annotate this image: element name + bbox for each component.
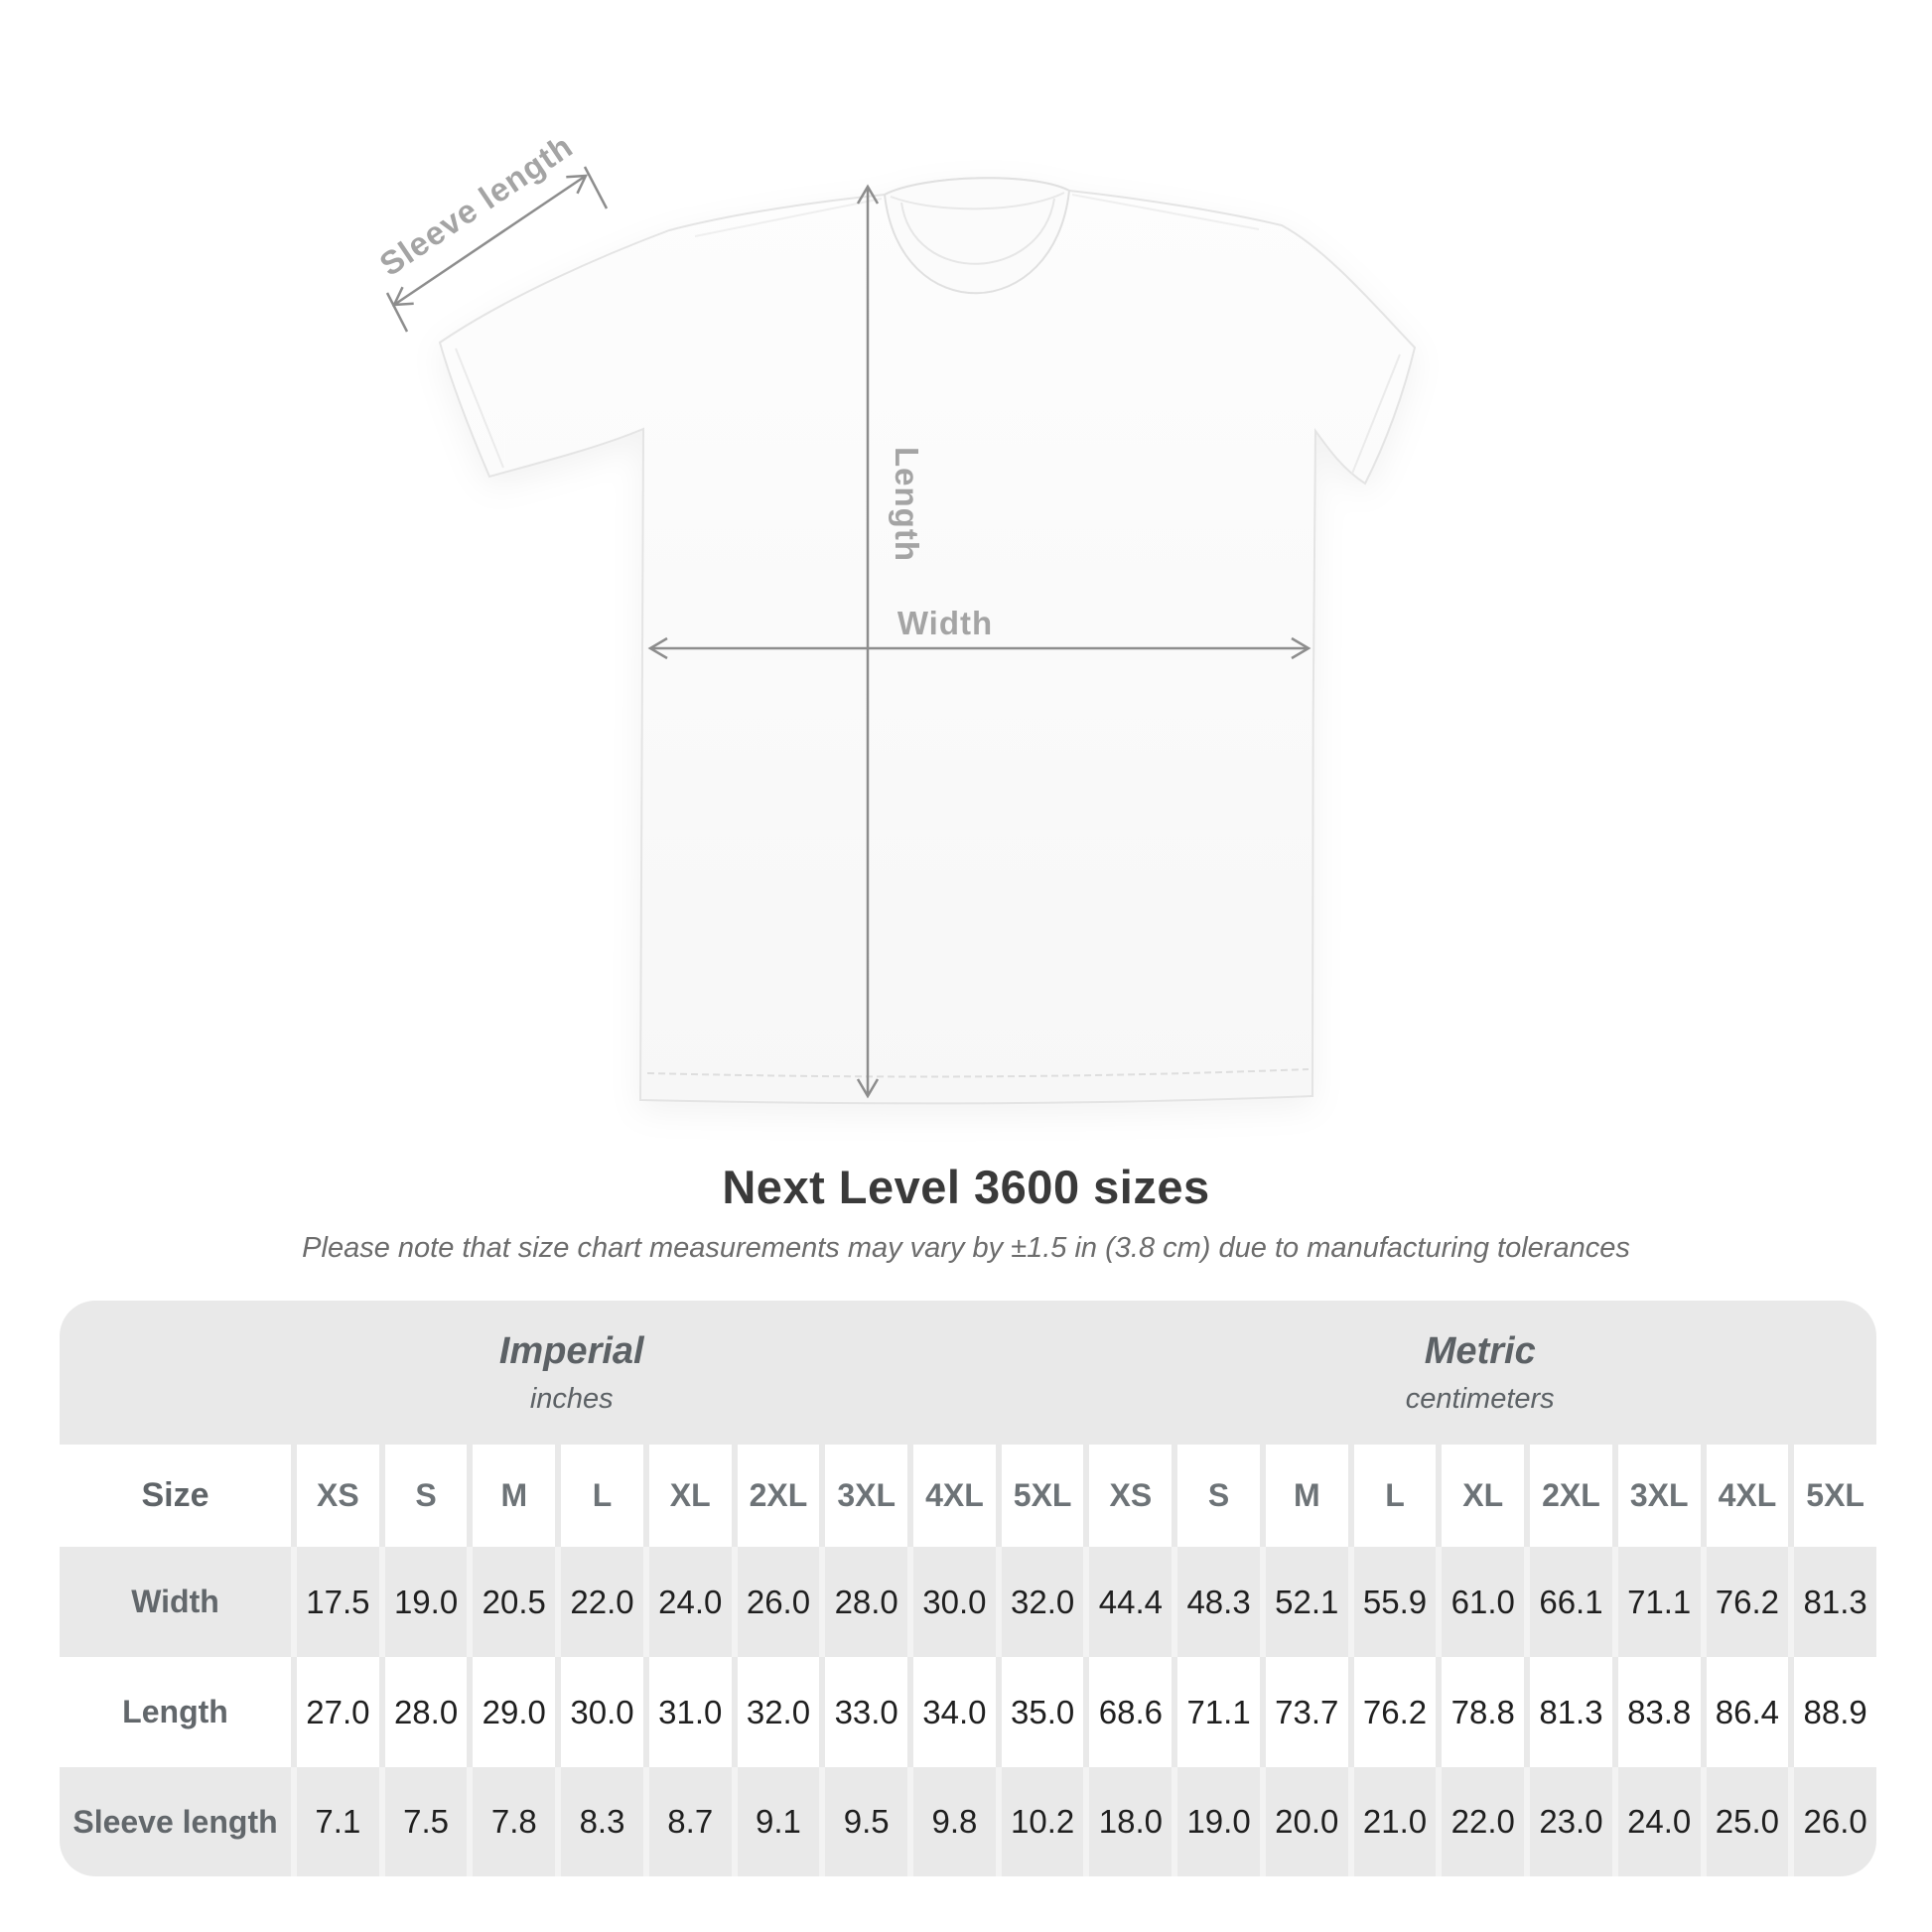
value-cell: 18.0 <box>1083 1767 1172 1876</box>
value-cell: 66.1 <box>1524 1547 1612 1657</box>
value-cell: 28.0 <box>819 1547 907 1657</box>
value-cell: 17.5 <box>291 1547 379 1657</box>
value-cell: 24.0 <box>643 1547 732 1657</box>
size-col-header: 3XL <box>1612 1445 1701 1547</box>
value-cell: 19.0 <box>379 1547 468 1657</box>
value-cell: 81.3 <box>1524 1657 1612 1767</box>
value-cell: 26.0 <box>732 1547 820 1657</box>
value-cell: 8.3 <box>555 1767 643 1876</box>
value-cell: 25.0 <box>1701 1767 1789 1876</box>
size-col-header: XS <box>1083 1445 1172 1547</box>
value-cell: 21.0 <box>1348 1767 1437 1876</box>
value-cell: 30.0 <box>555 1657 643 1767</box>
value-cell: 24.0 <box>1612 1767 1701 1876</box>
value-cell: 76.2 <box>1348 1657 1437 1767</box>
value-cell: 32.0 <box>996 1547 1084 1657</box>
value-cell: 9.5 <box>819 1767 907 1876</box>
value-cell: 9.8 <box>907 1767 996 1876</box>
size-col-header: 5XL <box>1788 1445 1876 1547</box>
table-row-width <box>60 1547 1876 1657</box>
imperial-unit-label: inches <box>529 1382 614 1415</box>
size-col-header: M <box>1260 1445 1348 1547</box>
sleeve-arrow-end-tick <box>585 167 607 208</box>
size-column-header: Size <box>60 1445 291 1547</box>
value-cell: 88.9 <box>1788 1657 1876 1767</box>
row-label: Sleeve length <box>72 1803 278 1840</box>
value-cell: 34.0 <box>907 1657 996 1767</box>
metric-unit-label: centimeters <box>1405 1382 1555 1415</box>
value-cell: 27.0 <box>291 1657 379 1767</box>
unit-band <box>60 1301 1876 1445</box>
size-col-header: S <box>379 1445 468 1547</box>
imperial-section-header <box>60 1301 1084 1445</box>
value-cell: 52.1 <box>1260 1547 1348 1657</box>
imperial-label: Imperial <box>498 1329 644 1372</box>
value-cell: 10.2 <box>996 1767 1084 1876</box>
value-cell: 71.1 <box>1172 1657 1260 1767</box>
value-cell: 29.0 <box>467 1657 555 1767</box>
value-cell: 8.7 <box>643 1767 732 1876</box>
value-cell: 55.9 <box>1348 1547 1437 1657</box>
value-cell: 83.8 <box>1612 1657 1701 1767</box>
size-chart-table <box>60 1301 1876 1876</box>
value-cell: 33.0 <box>819 1657 907 1767</box>
size-col-header: S <box>1172 1445 1260 1547</box>
length-label: Length <box>889 447 925 562</box>
tolerance-note: Please note that size chart measurements may vary by ±1.5 in (3.8 cm) due to manufacturing tolerances <box>302 1232 1630 1264</box>
value-cell: 23.0 <box>1524 1767 1612 1876</box>
size-col-header: XL <box>1436 1445 1524 1547</box>
value-cell: 68.6 <box>1083 1657 1172 1767</box>
size-col-header: XS <box>291 1445 379 1547</box>
size-col-header: 3XL <box>819 1445 907 1547</box>
value-cell: 30.0 <box>907 1547 996 1657</box>
size-col-header: L <box>1348 1445 1437 1547</box>
sleeve-length-label: Sleeve length <box>372 127 580 283</box>
heading-block <box>0 1160 1932 1265</box>
size-col-header: 2XL <box>1524 1445 1612 1547</box>
value-cell: 26.0 <box>1788 1767 1876 1876</box>
width-label: Width <box>897 605 994 641</box>
size-col-header: L <box>555 1445 643 1547</box>
value-cell: 9.1 <box>732 1767 820 1876</box>
value-cell: 48.3 <box>1172 1547 1260 1657</box>
value-cell: 19.0 <box>1172 1767 1260 1876</box>
size-col-header: XL <box>643 1445 732 1547</box>
value-cell: 61.0 <box>1436 1547 1524 1657</box>
value-cell: 28.0 <box>379 1657 468 1767</box>
size-col-header: 5XL <box>996 1445 1084 1547</box>
value-cell: 86.4 <box>1701 1657 1789 1767</box>
value-cell: 20.0 <box>1260 1767 1348 1876</box>
value-cell: 7.1 <box>291 1767 379 1876</box>
value-cell: 81.3 <box>1788 1547 1876 1657</box>
value-cell: 7.5 <box>379 1767 468 1876</box>
metric-section-header <box>1084 1301 1877 1445</box>
value-cell: 22.0 <box>555 1547 643 1657</box>
table-row-length <box>60 1657 1876 1767</box>
size-col-header: M <box>467 1445 555 1547</box>
value-cell: 35.0 <box>996 1657 1084 1767</box>
size-col-header: 4XL <box>907 1445 996 1547</box>
metric-label: Metric <box>1424 1329 1536 1372</box>
value-cell: 20.5 <box>467 1547 555 1657</box>
size-col-header: 4XL <box>1701 1445 1789 1547</box>
size-header-row <box>60 1445 1876 1547</box>
value-cell: 32.0 <box>732 1657 820 1767</box>
value-cell: 76.2 <box>1701 1547 1789 1657</box>
value-cell: 7.8 <box>467 1767 555 1876</box>
value-cell: 71.1 <box>1612 1547 1701 1657</box>
value-cell: 44.4 <box>1083 1547 1172 1657</box>
value-cell: 31.0 <box>643 1657 732 1767</box>
value-cell: 22.0 <box>1436 1767 1524 1876</box>
value-cell: 73.7 <box>1260 1657 1348 1767</box>
size-col-header: 2XL <box>732 1445 820 1547</box>
row-label: Width <box>131 1584 219 1619</box>
page-title: Next Level 3600 sizes <box>722 1161 1210 1213</box>
value-cell: 78.8 <box>1436 1657 1524 1767</box>
row-label: Length <box>60 1657 291 1767</box>
table-row-sleeve-length <box>60 1767 1876 1876</box>
